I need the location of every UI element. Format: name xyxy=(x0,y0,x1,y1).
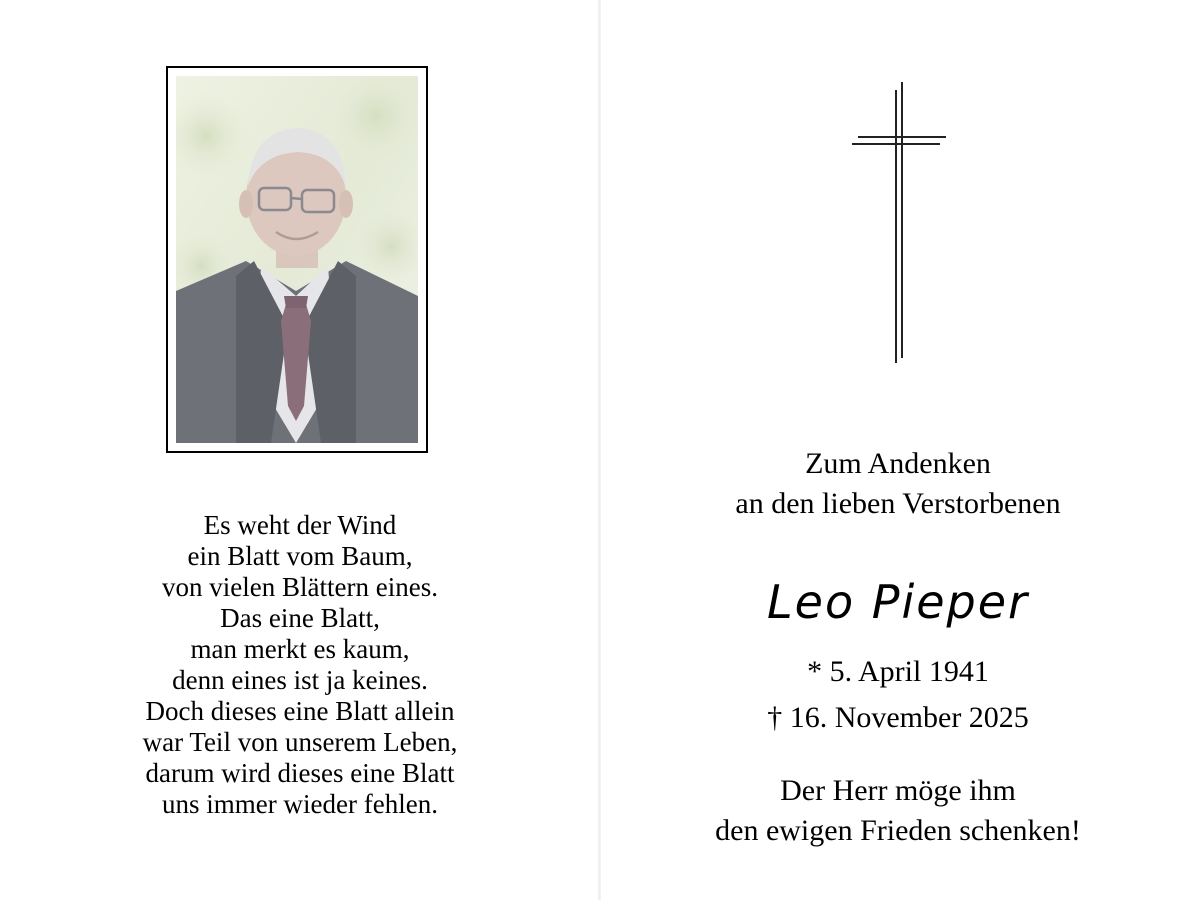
poem-line: denn eines ist ja keines. xyxy=(172,665,428,695)
poem-line: man merkt es kaum, xyxy=(190,634,410,664)
intro-text xyxy=(648,444,1148,524)
deceased-name: Leo Pieper xyxy=(767,575,1029,629)
poem xyxy=(100,510,500,820)
life-dates xyxy=(648,649,1148,741)
poem-line: darum wird dieses eine Blatt xyxy=(145,758,455,788)
poem-line: war Teil von unserem Leben, xyxy=(142,727,458,757)
fold-line xyxy=(598,0,601,900)
death-date: † 16. November 2025 xyxy=(767,701,1029,734)
blessing-line-2: den ewigen Frieden schenken! xyxy=(715,814,1081,847)
poem-line: Es weht der Wind xyxy=(203,510,397,540)
poem-line: von vielen Blättern eines. xyxy=(162,572,438,602)
photo-frame xyxy=(166,66,428,453)
cross-icon xyxy=(848,80,952,365)
poem-line: uns immer wieder fehlen. xyxy=(162,789,438,819)
portrait-photo xyxy=(176,76,418,443)
intro-line-1: Zum Andenken xyxy=(805,447,991,480)
poem-line: Das eine Blatt, xyxy=(220,603,380,633)
intro-line-2: an den lieben Verstorbenen xyxy=(735,487,1061,520)
birth-date: * 5. April 1941 xyxy=(807,655,989,688)
blessing-text xyxy=(648,771,1148,851)
blessing-line-1: Der Herr möge ihm xyxy=(780,774,1016,807)
poem-line: ein Blatt vom Baum, xyxy=(187,541,413,571)
poem-line: Doch dieses eine Blatt allein xyxy=(145,696,455,726)
